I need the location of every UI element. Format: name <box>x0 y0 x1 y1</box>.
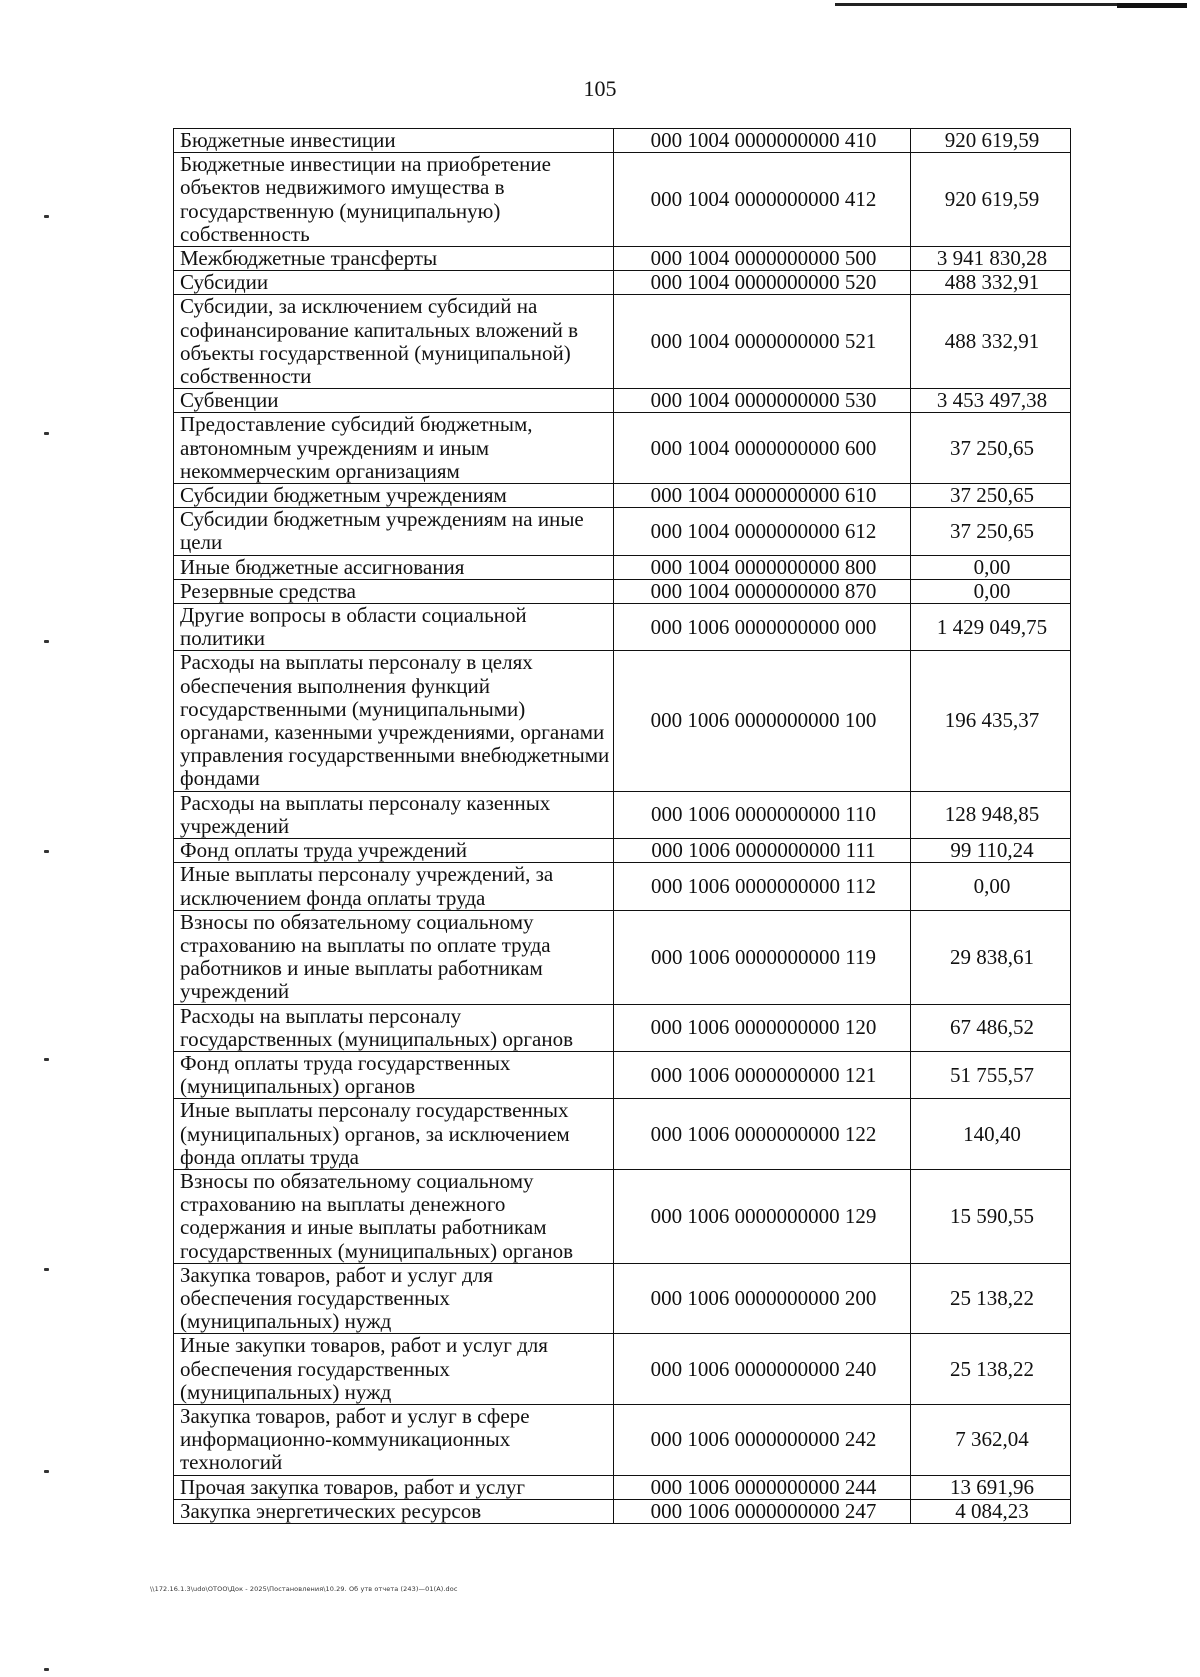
row-code-cell: 000 1006 0000000000 121 <box>614 1051 911 1098</box>
row-amount-cell: 128 948,85 <box>911 791 1071 838</box>
row-code-cell: 000 1006 0000000000 247 <box>614 1499 911 1523</box>
row-name-cell: Закупка энергетических ресурсов <box>174 1499 614 1523</box>
margin-mark <box>44 432 49 435</box>
row-name-cell: Иные закупки товаров, работ и услуг для обеспечения государственных (муниципальных) нужд <box>174 1334 614 1405</box>
row-amount-cell: 37 250,65 <box>911 508 1071 555</box>
row-amount-cell: 37 250,65 <box>911 484 1071 508</box>
table-row <box>174 651 1071 791</box>
table-row <box>174 791 1071 838</box>
table-row <box>174 1404 1071 1475</box>
row-code-cell: 000 1006 0000000000 000 <box>614 604 911 651</box>
row-name-cell: Фонд оплаты труда учреждений <box>174 839 614 863</box>
row-name-cell: Субсидии, за исключением субсидий на софинансирование капитальных вложений в объекты государственной (муниципальной) собственности <box>174 295 614 389</box>
row-code-cell: 000 1004 0000000000 412 <box>614 153 911 247</box>
row-amount-cell: 99 110,24 <box>911 839 1071 863</box>
table-row <box>174 129 1071 153</box>
row-code-cell: 000 1004 0000000000 521 <box>614 295 911 389</box>
budget-table <box>173 128 1071 1524</box>
row-code-cell: 000 1006 0000000000 129 <box>614 1169 911 1263</box>
row-name-cell: Фонд оплаты труда государственных (муниципальных) органов <box>174 1051 614 1098</box>
row-code-cell: 000 1006 0000000000 112 <box>614 863 911 910</box>
table-row <box>174 1499 1071 1523</box>
row-amount-cell: 4 084,23 <box>911 1499 1071 1523</box>
table-row <box>174 1263 1071 1334</box>
table-row <box>174 484 1071 508</box>
row-name-cell: Прочая закупка товаров, работ и услуг <box>174 1475 614 1499</box>
row-name-cell: Расходы на выплаты персоналу казенных учреждений <box>174 791 614 838</box>
row-code-cell: 000 1006 0000000000 122 <box>614 1099 911 1170</box>
table-row <box>174 579 1071 603</box>
row-name-cell: Межбюджетные трансферты <box>174 247 614 271</box>
table-row <box>174 1051 1071 1098</box>
row-name-cell: Иные выплаты персоналу учреждений, за исключением фонда оплаты труда <box>174 863 614 910</box>
top-rule <box>835 3 1187 6</box>
row-amount-cell: 7 362,04 <box>911 1404 1071 1475</box>
row-code-cell: 000 1004 0000000000 870 <box>614 579 911 603</box>
row-amount-cell: 51 755,57 <box>911 1051 1071 1098</box>
row-code-cell: 000 1006 0000000000 242 <box>614 1404 911 1475</box>
table-row <box>174 839 1071 863</box>
row-amount-cell: 13 691,96 <box>911 1475 1071 1499</box>
row-name-cell: Бюджетные инвестиции на приобретение объектов недвижимого имущества в государственную (муниципальную) собственность <box>174 153 614 247</box>
row-name-cell: Закупка товаров, работ и услуг в сфере информационно-коммуникационных технологий <box>174 1404 614 1475</box>
row-amount-cell: 488 332,91 <box>911 271 1071 295</box>
row-amount-cell: 488 332,91 <box>911 295 1071 389</box>
table-row <box>174 910 1071 1004</box>
row-code-cell: 000 1006 0000000000 120 <box>614 1004 911 1051</box>
table-row <box>174 1334 1071 1405</box>
row-code-cell: 000 1006 0000000000 111 <box>614 839 911 863</box>
margin-mark <box>44 640 49 643</box>
row-name-cell: Взносы по обязательному социальному страхованию на выплаты по оплате труда работников и иные выплаты работникам учреждений <box>174 910 614 1004</box>
row-name-cell: Субсидии бюджетным учреждениям <box>174 484 614 508</box>
margin-mark <box>44 850 49 853</box>
row-code-cell: 000 1004 0000000000 600 <box>614 413 911 484</box>
row-name-cell: Иные бюджетные ассигнования <box>174 555 614 579</box>
row-code-cell: 000 1004 0000000000 410 <box>614 129 911 153</box>
row-amount-cell: 15 590,55 <box>911 1169 1071 1263</box>
row-amount-cell: 140,40 <box>911 1099 1071 1170</box>
table-row <box>174 153 1071 247</box>
row-amount-cell: 25 138,22 <box>911 1263 1071 1334</box>
page-number: 105 <box>583 76 617 101</box>
table-row <box>174 1169 1071 1263</box>
row-name-cell: Взносы по обязательному социальному страхованию на выплаты денежного содержания и иные выплаты работникам государственных (муниципальных) органов <box>174 1169 614 1263</box>
row-name-cell: Расходы на выплаты персоналу в целях обеспечения выполнения функций государственными (муниципальными) органами, казенными учреждениями, органами управления государственными внебюджетными фондами <box>174 651 614 791</box>
budget-table-body <box>174 129 1071 1524</box>
table-row <box>174 1475 1071 1499</box>
row-amount-cell: 25 138,22 <box>911 1334 1071 1405</box>
margin-mark <box>44 1668 49 1671</box>
row-code-cell: 000 1006 0000000000 100 <box>614 651 911 791</box>
row-code-cell: 000 1006 0000000000 240 <box>614 1334 911 1405</box>
margin-mark <box>44 215 49 218</box>
margin-mark <box>44 1470 49 1473</box>
row-amount-cell: 196 435,37 <box>911 651 1071 791</box>
row-code-cell: 000 1006 0000000000 110 <box>614 791 911 838</box>
row-code-cell: 000 1004 0000000000 500 <box>614 247 911 271</box>
row-code-cell: 000 1004 0000000000 530 <box>614 389 911 413</box>
row-amount-cell: 0,00 <box>911 863 1071 910</box>
table-row <box>174 247 1071 271</box>
margin-mark <box>44 1268 49 1271</box>
row-amount-cell: 37 250,65 <box>911 413 1071 484</box>
table-row <box>174 271 1071 295</box>
row-name-cell: Предоставление субсидий бюджетным, автономным учреждениям и иным некоммерческим организациям <box>174 413 614 484</box>
table-row <box>174 555 1071 579</box>
row-name-cell: Бюджетные инвестиции <box>174 129 614 153</box>
row-name-cell: Субвенции <box>174 389 614 413</box>
table-row <box>174 1004 1071 1051</box>
row-name-cell: Расходы на выплаты персоналу государственных (муниципальных) органов <box>174 1004 614 1051</box>
table-row <box>174 604 1071 651</box>
row-amount-cell: 1 429 049,75 <box>911 604 1071 651</box>
row-name-cell: Резервные средства <box>174 579 614 603</box>
row-code-cell: 000 1006 0000000000 200 <box>614 1263 911 1334</box>
row-name-cell: Субсидии бюджетным учреждениям на иные цели <box>174 508 614 555</box>
row-amount-cell: 0,00 <box>911 555 1071 579</box>
table-row <box>174 389 1071 413</box>
row-code-cell: 000 1006 0000000000 244 <box>614 1475 911 1499</box>
table-row <box>174 413 1071 484</box>
row-name-cell: Закупка товаров, работ и услуг для обеспечения государственных (муниципальных) нужд <box>174 1263 614 1334</box>
table-row <box>174 295 1071 389</box>
row-code-cell: 000 1004 0000000000 610 <box>614 484 911 508</box>
row-amount-cell: 920 619,59 <box>911 153 1071 247</box>
row-name-cell: Другие вопросы в области социальной политики <box>174 604 614 651</box>
table-row <box>174 863 1071 910</box>
footer-file-path: \\172.16.1.3\udo\OTOO\Док - 2025\Постановления\10.29. Об утв отчета (243)—01(А).doc <box>150 1585 458 1593</box>
row-name-cell: Иные выплаты персоналу государственных (муниципальных) органов, за исключением фонда оплаты труда <box>174 1099 614 1170</box>
row-code-cell: 000 1006 0000000000 119 <box>614 910 911 1004</box>
row-code-cell: 000 1004 0000000000 612 <box>614 508 911 555</box>
margin-mark <box>44 1058 49 1061</box>
row-amount-cell: 67 486,52 <box>911 1004 1071 1051</box>
row-code-cell: 000 1004 0000000000 800 <box>614 555 911 579</box>
row-amount-cell: 3 453 497,38 <box>911 389 1071 413</box>
row-name-cell: Субсидии <box>174 271 614 295</box>
row-amount-cell: 3 941 830,28 <box>911 247 1071 271</box>
row-amount-cell: 920 619,59 <box>911 129 1071 153</box>
row-amount-cell: 29 838,61 <box>911 910 1071 1004</box>
table-row <box>174 508 1071 555</box>
row-code-cell: 000 1004 0000000000 520 <box>614 271 911 295</box>
table-row <box>174 1099 1071 1170</box>
row-amount-cell: 0,00 <box>911 579 1071 603</box>
